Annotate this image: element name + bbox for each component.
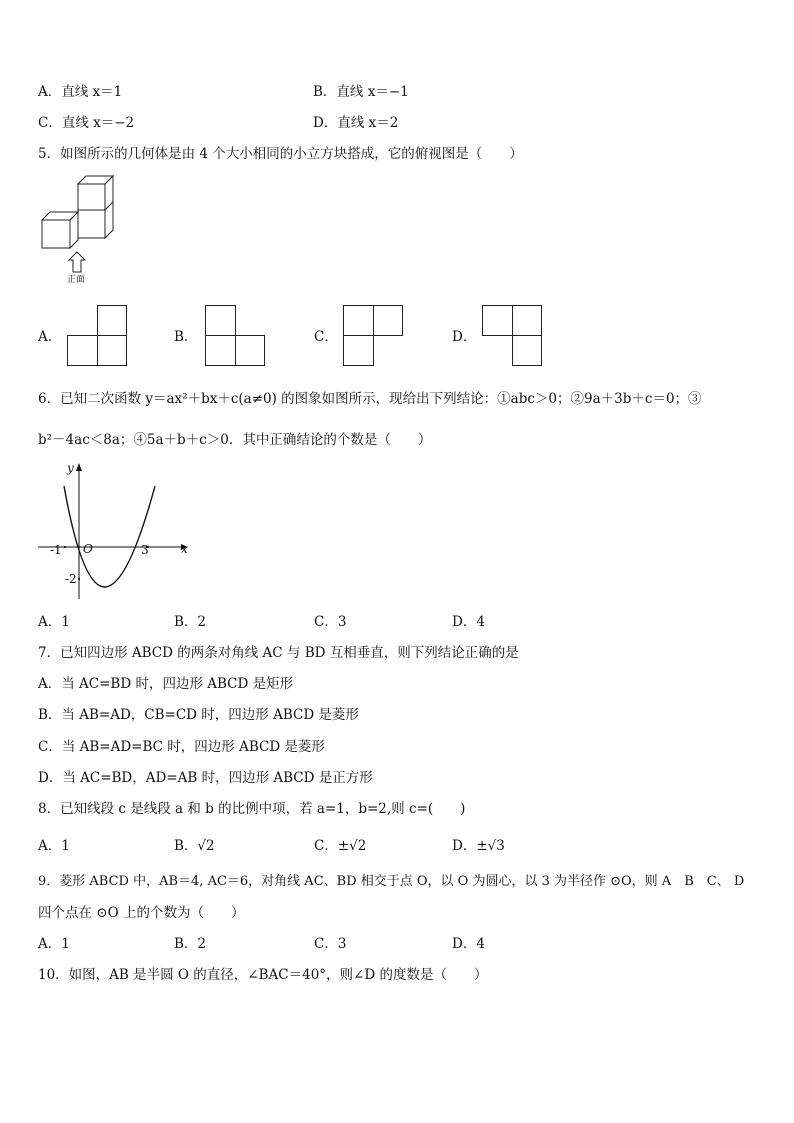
front-label: 正面 bbox=[67, 275, 86, 285]
q7-option-c: C．当 AB=AD=BC 时，四边形 ABCD 是菱形 bbox=[38, 739, 325, 755]
q9-stem-line1: 9．菱形 ABCD 中，AB＝4, AC＝6，对角线 AC、BD 相交于点 O，以 O 为圆心，以 3 为半径作 ⊙O，则 A B C、 D bbox=[38, 874, 745, 889]
q8-option-d: D．±√3 bbox=[452, 838, 505, 854]
option-text: 直线 x＝−1 bbox=[336, 84, 409, 100]
y-axis-label: y bbox=[67, 461, 74, 475]
q5-option-c-label: C． bbox=[314, 329, 338, 345]
q5-option-c-figure bbox=[343, 305, 404, 367]
q8-option-b: B．√2 bbox=[174, 838, 215, 854]
q8-stem: 8．已知线段 c 是线段 a 和 b 的比例中项，若 a=1，b=2,则 c=( ) bbox=[38, 801, 466, 817]
q6-stem-line2: b²－4ac＜8a；④5a＋b＋c＞0．其中正确结论的个数是（ ） bbox=[38, 432, 432, 448]
tick-label-3: 3 bbox=[141, 543, 149, 557]
q6-option-b: B．2 bbox=[174, 614, 207, 630]
q7-option-d: D．当 AC=BD，AD=AB 时，四边形 ABCD 是正方形 bbox=[38, 770, 373, 786]
option-text: 直线 x＝1 bbox=[61, 84, 123, 100]
q8-option-a: A．1 bbox=[38, 838, 70, 854]
q10-stem: 10．如图，AB 是半圆 O 的直径，∠BAC＝40°，则∠D 的度数是（ ） bbox=[38, 967, 488, 983]
x-axis-label: x bbox=[181, 542, 188, 556]
q5-cube-figure bbox=[40, 174, 116, 250]
q7-option-b: B．当 AB=AD，CB=CD 时，四边形 ABCD 是菱形 bbox=[38, 707, 359, 723]
q6-parabola-graph bbox=[36, 456, 196, 602]
q6-option-a: A．1 bbox=[38, 614, 70, 630]
q9-stem-line2: 四个点在 ⊙O 上的个数为（ ） bbox=[38, 905, 245, 921]
q5-option-d-label: D． bbox=[452, 329, 477, 345]
q9-option-b: B．2 bbox=[174, 936, 207, 952]
option-text: 直线 x＝2 bbox=[337, 115, 399, 131]
q5-option-a-label: A． bbox=[38, 329, 62, 345]
q5-option-d-figure bbox=[482, 305, 543, 367]
tick-label-neg2: -2 bbox=[65, 572, 77, 586]
q6-option-d: D．4 bbox=[452, 614, 485, 630]
q9-option-c: C．3 bbox=[314, 936, 347, 952]
parabola-curve bbox=[64, 486, 155, 587]
option-letter: B． bbox=[313, 84, 337, 100]
q6-option-c: C．3 bbox=[314, 614, 347, 630]
q5-option-b-figure bbox=[205, 305, 266, 367]
option-letter: D． bbox=[313, 115, 338, 131]
option-text: 直线 x＝−2 bbox=[61, 115, 135, 131]
q5-stem: 5．如图所示的几何体是由 4 个大小相同的小立方块搭成，它的俯视图是（ ） bbox=[38, 146, 523, 162]
q4-option-b bbox=[313, 83, 409, 101]
q6-stem-line1: 6．已知二次函数 y＝ax²＋bx＋c(a≠0) 的图象如图所示，现给出下列结论：①abc＞0；②9a＋3b＋c＝0；③ bbox=[38, 391, 702, 407]
option-letter: C． bbox=[38, 115, 62, 131]
q7-option-a: A．当 AC=BD 时，四边形 ABCD 是矩形 bbox=[38, 676, 294, 692]
option-letter: A． bbox=[38, 84, 62, 100]
q4-option-d bbox=[313, 114, 398, 132]
origin-label: O bbox=[83, 542, 93, 556]
q4-option-a bbox=[38, 83, 122, 101]
tick-label-neg1: -1 bbox=[50, 543, 62, 557]
q8-option-c: C．±√2 bbox=[314, 838, 367, 854]
q9-option-d: D．4 bbox=[452, 936, 485, 952]
q7-stem: 7．已知四边形 ABCD 的两条对角线 AC 与 BD 互相垂直，则下列结论正确的是 bbox=[38, 645, 519, 661]
q5-option-a-figure bbox=[67, 305, 128, 367]
q9-option-a: A．1 bbox=[38, 936, 70, 952]
front-arrow-icon bbox=[68, 251, 86, 273]
q4-option-c bbox=[38, 114, 134, 132]
q5-option-b-label: B． bbox=[174, 329, 198, 345]
